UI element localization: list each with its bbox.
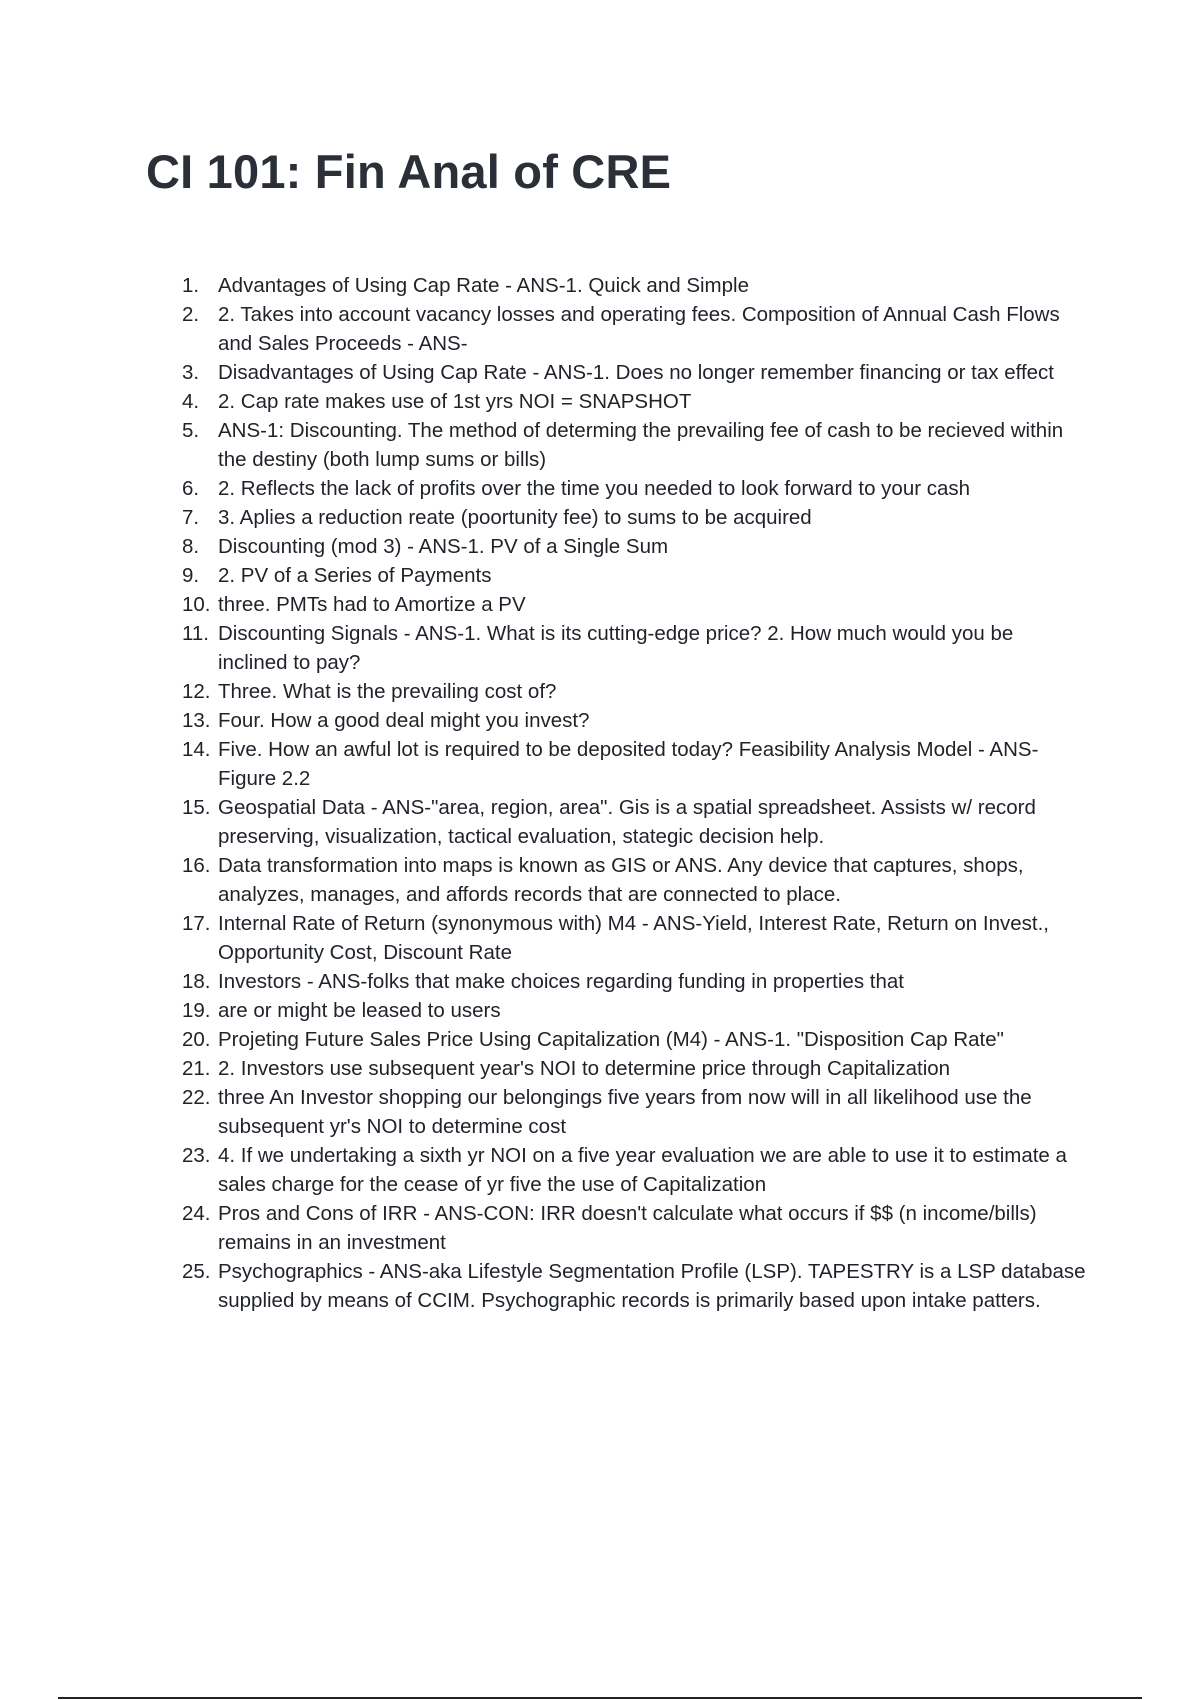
- list-item: [0, 358, 1088, 387]
- item-text: ANS-1: Discounting. The method of determing the prevailing fee of cash to be recieved within the destiny (both lump sums or bills): [218, 419, 1064, 471]
- item-number: 5.: [182, 419, 200, 442]
- item-number: 4.: [182, 390, 200, 413]
- list-item: [0, 271, 1088, 300]
- item-number: 25.: [182, 1260, 211, 1283]
- item-number: 9.: [182, 564, 200, 587]
- item-text: Five. How an awful lot is required to be deposited today? Feasibility Analysis Model - ANS-Figure 2.2: [218, 738, 1039, 790]
- item-number: 18.: [182, 970, 211, 993]
- list-item: [0, 1083, 1088, 1141]
- item-text: Discounting Signals - ANS-1. What is its cutting-edge price? 2. How much would you be inclined to pay?: [218, 622, 1014, 674]
- list-item: [0, 735, 1088, 793]
- item-text: Investors - ANS-folks that make choices regarding funding in properties that: [218, 970, 904, 993]
- item-number: 3.: [182, 361, 200, 384]
- item-number: 13.: [182, 709, 211, 732]
- item-number: 10.: [182, 593, 211, 616]
- item-text: Internal Rate of Return (synonymous with) M4 - ANS-Yield, Interest Rate, Return on Invest., Opportunity Cost, Discount Rate: [218, 912, 1049, 964]
- list-item: [0, 300, 1088, 358]
- list-item: [0, 474, 1088, 503]
- item-number: 7.: [182, 506, 200, 529]
- item-text: 2. PV of a Series of Payments: [218, 564, 492, 587]
- list-item: [0, 909, 1088, 967]
- qa-list: [0, 271, 1200, 1315]
- item-number: 1.: [182, 274, 200, 297]
- item-text: 4. If we undertaking a sixth yr NOI on a five year evaluation we are able to use it to estimate a sales charge for the cease of yr five the use of Capitalization: [218, 1144, 1067, 1196]
- footer-divider: [58, 1697, 1142, 1699]
- list-item: [0, 1141, 1088, 1199]
- list-item: [0, 416, 1088, 474]
- item-text: Geospatial Data - ANS-"area, region, area". Gis is a spatial spreadsheet. Assists w/ record preserving, visualization, tactical evaluation, stategic decision help.: [218, 796, 1036, 848]
- item-text: are or might be leased to users: [218, 999, 501, 1022]
- list-item: [0, 1199, 1088, 1257]
- list-item: [0, 590, 1088, 619]
- item-number: 14.: [182, 738, 211, 761]
- list-item: [0, 851, 1088, 909]
- list-item: [0, 996, 1088, 1025]
- list-item: [0, 967, 1088, 996]
- item-text: Disadvantages of Using Cap Rate - ANS-1. Does no longer remember financing or tax effect: [218, 361, 1054, 384]
- item-number: 23.: [182, 1144, 211, 1167]
- item-text: 3. Aplies a reduction reate (poortunity fee) to sums to be acquired: [218, 506, 812, 529]
- item-number: 22.: [182, 1086, 211, 1109]
- list-item: [0, 387, 1088, 416]
- item-text: three. PMTs had to Amortize a PV: [218, 593, 526, 616]
- list-item: [0, 1257, 1088, 1315]
- item-number: 8.: [182, 535, 200, 558]
- item-text: Data transformation into maps is known as GIS or ANS. Any device that captures, shops, analyzes, manages, and affords records that are connected to place.: [218, 854, 1024, 906]
- item-number: 2.: [182, 303, 200, 326]
- item-text: three An Investor shopping our belongings five years from now will in all likelihood use the subsequent yr's NOI to determine cost: [218, 1086, 1032, 1138]
- item-text: 2. Takes into account vacancy losses and operating fees. Composition of Annual Cash Flows and Sales Proceeds - ANS-: [218, 303, 1060, 355]
- item-text: Projeting Future Sales Price Using Capitalization (M4) - ANS-1. "Disposition Cap Rate": [218, 1028, 1004, 1051]
- item-number: 16.: [182, 854, 211, 877]
- item-text: 2. Cap rate makes use of 1st yrs NOI = SNAPSHOT: [218, 390, 692, 413]
- list-item: [0, 1054, 1088, 1083]
- item-text: Discounting (mod 3) - ANS-1. PV of a Single Sum: [218, 535, 669, 558]
- list-item: [0, 706, 1088, 735]
- item-text: Psychographics - ANS-aka Lifestyle Segmentation Profile (LSP). TAPESTRY is a LSP database supplied by means of CCIM. Psychographic records is primarily based upon intake patters.: [218, 1260, 1086, 1312]
- list-item: [0, 561, 1088, 590]
- item-number: 19.: [182, 999, 211, 1022]
- item-number: 24.: [182, 1202, 211, 1225]
- item-text: 2. Reflects the lack of profits over the time you needed to look forward to your cash: [218, 477, 971, 500]
- item-number: 17.: [182, 912, 211, 935]
- item-text: Three. What is the prevailing cost of?: [218, 680, 557, 703]
- list-item: [0, 503, 1088, 532]
- item-number: 12.: [182, 680, 211, 703]
- item-text: Pros and Cons of IRR - ANS-CON: IRR doesn't calculate what occurs if $$ (n income/bills) remains in an investment: [218, 1202, 1037, 1254]
- item-text: Four. How a good deal might you invest?: [218, 709, 590, 732]
- list-item: [0, 677, 1088, 706]
- item-number: 11.: [182, 622, 209, 645]
- list-item: [0, 793, 1088, 851]
- item-number: 20.: [182, 1028, 211, 1051]
- item-number: 15.: [182, 796, 211, 819]
- page-title: CI 101: Fin Anal of CRE: [146, 145, 672, 198]
- list-item: [0, 1025, 1088, 1054]
- list-item: [0, 532, 1088, 561]
- item-text: 2. Investors use subsequent year's NOI to determine price through Capitalization: [218, 1057, 951, 1080]
- list-item: [0, 619, 1088, 677]
- item-text: Advantages of Using Cap Rate - ANS-1. Quick and Simple: [218, 274, 749, 297]
- item-number: 6.: [182, 477, 200, 500]
- item-number: 21.: [182, 1057, 211, 1080]
